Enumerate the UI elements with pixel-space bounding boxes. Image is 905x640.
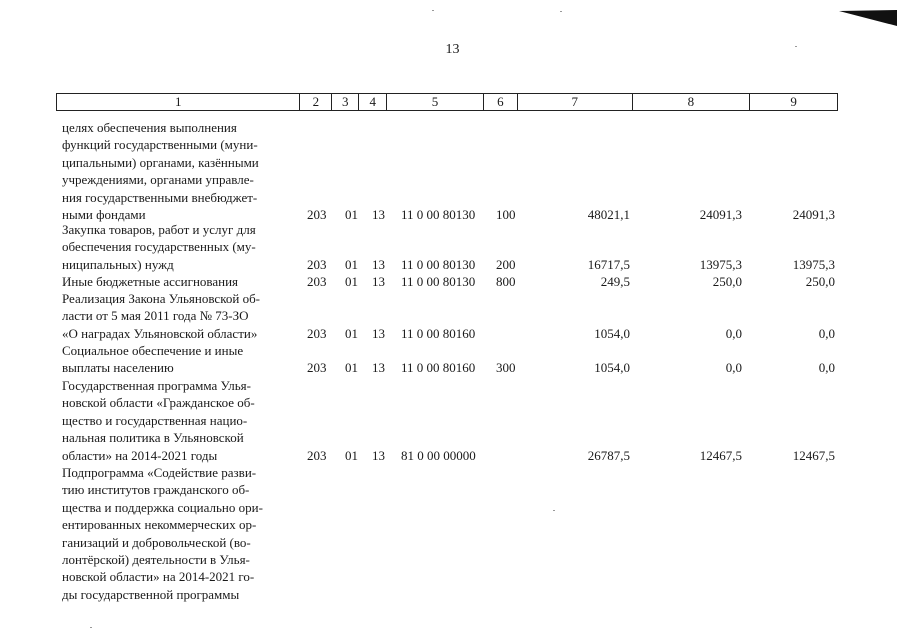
description-line: ния государственными внебюджет- — [62, 189, 258, 205]
description-line: Реализация Закона Ульяновской об- — [62, 291, 261, 306]
header-col-7: 7 — [518, 94, 633, 110]
row-description — [62, 464, 302, 603]
cell-col-8: 250,0 — [712, 274, 742, 289]
cell-col-4: 13 — [372, 256, 385, 272]
description-line: щество и государственная нацио- — [62, 412, 248, 428]
description-line: Иные бюджетные ассигнования — [62, 274, 239, 289]
cell-col-4: 13 — [372, 207, 385, 222]
cell-col-6: 800 — [496, 274, 516, 289]
description-line: «О наградах Ульяновской области» — [62, 325, 258, 341]
cell-col-2: 203 — [307, 325, 327, 341]
cell-col-3: 01 — [345, 274, 358, 289]
cell-col-9: 0,0 — [818, 360, 835, 376]
description-line: тию институтов гражданского об- — [62, 482, 250, 498]
cell-col-2: 203 — [307, 256, 327, 272]
description-line: щества и поддержка социально ори- — [62, 499, 263, 515]
cell-col-8: 0,0 — [725, 325, 742, 341]
description-line: ципальными) органами, казёнными — [62, 154, 259, 170]
cell-col-2: 203 — [307, 447, 327, 463]
description-line: целях обеспечения выполнения — [62, 120, 237, 135]
row-description — [62, 273, 302, 290]
row-description — [62, 221, 302, 273]
cell-col-3: 01 — [345, 207, 358, 222]
cell-col-8: 12467,5 — [699, 447, 742, 463]
cell-col-7: 249,5 — [600, 274, 630, 289]
description-line: Социальное обеспечение и иные — [62, 343, 244, 358]
description-line: обеспечения государственных (му- — [62, 239, 256, 255]
cell-col-3: 01 — [345, 325, 358, 341]
description-line: лонтёрской) деятельности в Улья- — [62, 552, 250, 568]
description-line: области» на 2014-2021 годы — [62, 447, 218, 463]
header-col-2: 2 — [300, 94, 332, 110]
cell-col-3: 01 — [345, 447, 358, 463]
cell-col-9: 13975,3 — [792, 256, 835, 272]
description-line: ентированных некоммерческих ор- — [62, 517, 257, 533]
cell-col-2: 203 — [307, 207, 327, 222]
cell-col-5: 81 0 00 00000 — [401, 447, 476, 463]
header-col-5: 5 — [387, 94, 484, 110]
cell-col-2: 203 — [307, 274, 327, 289]
cell-col-5: 11 0 00 80160 — [401, 360, 476, 376]
row-description — [62, 290, 302, 342]
cell-col-3: 01 — [345, 256, 358, 272]
cell-col-9: 24091,3 — [792, 207, 835, 222]
table-header — [56, 93, 838, 111]
cell-col-5: 11 0 00 80130 — [401, 256, 476, 272]
cell-col-9: 12467,5 — [792, 447, 835, 463]
header-col-8: 8 — [633, 94, 751, 110]
description-line: новской области» на 2014-2021 го- — [62, 569, 255, 585]
scan-speck — [553, 510, 555, 511]
description-line: учреждениями, органами управле- — [62, 172, 254, 188]
header-col-3: 3 — [332, 94, 359, 110]
scan-speck — [90, 627, 92, 628]
cell-col-7: 26787,5 — [587, 447, 630, 463]
description-line: нальная политика в Ульяновской — [62, 430, 244, 446]
description-line: Закупка товаров, работ и услуг для — [62, 222, 256, 237]
description-line: ды государственной программы — [62, 586, 240, 602]
cell-col-4: 13 — [372, 360, 385, 376]
row-description — [62, 119, 302, 223]
cell-col-4: 13 — [372, 447, 385, 463]
cell-col-5: 11 0 00 80160 — [401, 325, 476, 341]
scan-speck — [432, 10, 434, 11]
description-line: ласти от 5 мая 2011 года № 73-ЗО — [62, 308, 249, 324]
cell-col-8: 0,0 — [725, 360, 742, 376]
cell-col-7: 1054,0 — [594, 360, 630, 376]
row-description — [62, 377, 302, 464]
cell-col-9: 0,0 — [818, 325, 835, 341]
cell-col-9: 250,0 — [805, 274, 835, 289]
cell-col-7: 16717,5 — [587, 256, 630, 272]
cell-col-7: 48021,1 — [587, 207, 630, 222]
cell-col-4: 13 — [372, 274, 385, 289]
cell-col-5: 11 0 00 80130 — [401, 274, 476, 289]
description-line: ганизаций и добровольческой (во- — [62, 534, 251, 550]
description-line: Подпрограмма «Содействие разви- — [62, 465, 257, 480]
cell-col-6: 200 — [496, 256, 516, 272]
header-col-9: 9 — [790, 94, 797, 109]
scan-speck — [795, 46, 797, 47]
cell-col-3: 01 — [345, 360, 358, 376]
cell-col-4: 13 — [372, 325, 385, 341]
corner-scan-mark — [839, 10, 897, 26]
header-col-4: 4 — [359, 94, 387, 110]
cell-col-7: 1054,0 — [594, 325, 630, 341]
cell-col-6: 100 — [496, 207, 516, 222]
description-line: ниципальных) нужд — [62, 256, 174, 272]
row-description — [62, 342, 302, 377]
cell-col-8: 13975,3 — [699, 256, 742, 272]
scan-speck — [560, 11, 562, 12]
description-line: функций государственными (муни- — [62, 137, 258, 153]
cell-col-8: 24091,3 — [699, 207, 742, 222]
header-col-6: 6 — [484, 94, 518, 110]
header-col-1: 1 — [57, 94, 300, 110]
cell-col-5: 11 0 00 80130 — [401, 207, 476, 222]
description-line: выплаты населению — [62, 360, 174, 376]
description-line: новской области «Гражданское об- — [62, 395, 255, 411]
cell-col-6: 300 — [496, 360, 516, 376]
description-line: ными фондами — [62, 207, 146, 223]
cell-col-2: 203 — [307, 360, 327, 376]
page-number: 13 — [445, 42, 460, 57]
description-line: Государственная программа Улья- — [62, 378, 251, 393]
